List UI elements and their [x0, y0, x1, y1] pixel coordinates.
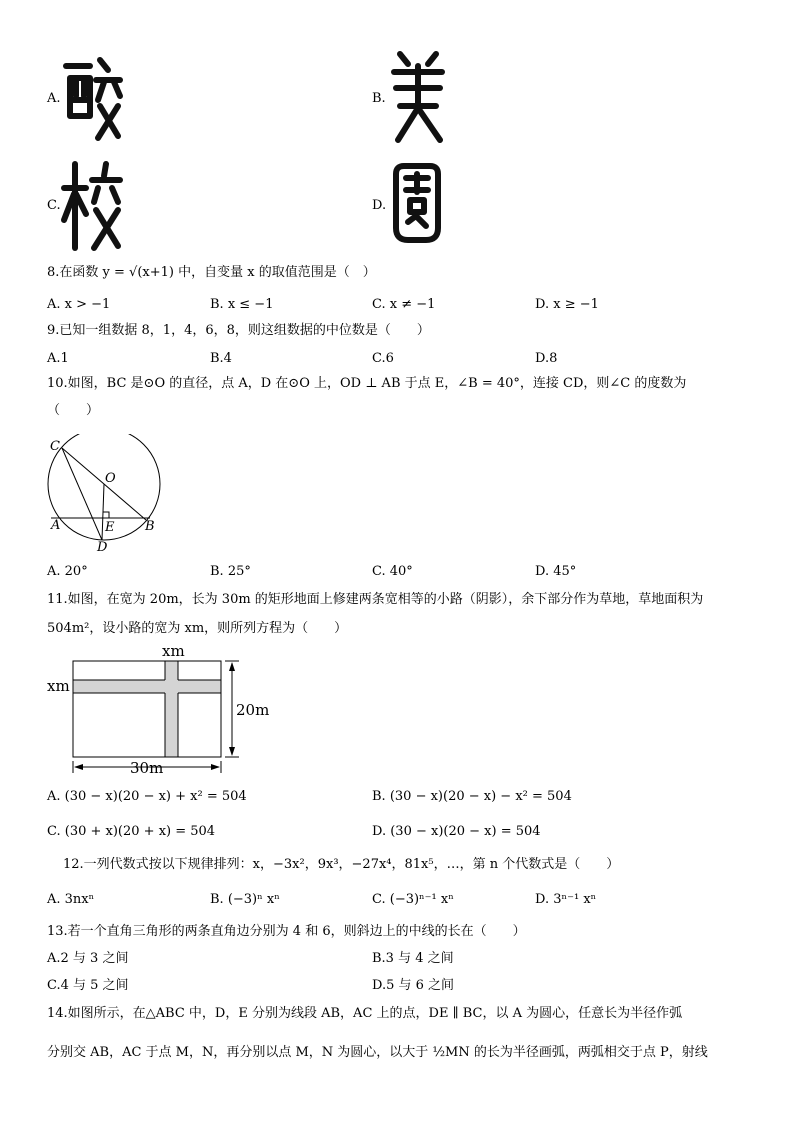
q10-stem-cont: （ ）	[47, 403, 100, 418]
q7-option-b-label: B.	[372, 91, 386, 106]
q8-option-d[interactable]: D. x ≥ −1	[535, 297, 599, 312]
q12-option-a[interactable]: A. 3nxⁿ	[47, 892, 95, 907]
label-d: D	[97, 540, 108, 554]
q14-line-1: 14.如图所示，在△ABC 中，D，E 分别为线段 AB，AC 上的点，DE ∥ BC，以 A 为圆心，任意长为半径作弧	[47, 1006, 683, 1021]
q10-option-a[interactable]: A. 20°	[47, 564, 88, 579]
q9-option-c[interactable]: C.6	[372, 351, 394, 366]
seal-glyph-b	[386, 48, 450, 146]
q9-option-a[interactable]: A.1	[47, 351, 69, 366]
q10-option-d[interactable]: D. 45°	[535, 564, 577, 579]
path-vertical	[165, 661, 178, 757]
label-30m: 30m	[130, 759, 164, 777]
q13-option-a[interactable]: A.2 与 3 之间	[47, 951, 129, 966]
q11-stem: 11.如图，在宽为 20m，长为 30m 的矩形地面上修建两条宽相等的小路（阴影），余下部分作为草地，草地面积为	[47, 592, 704, 607]
seal-glyph-d	[386, 160, 446, 246]
line-cd	[62, 448, 102, 540]
q11-rectangle-figure	[44, 640, 270, 780]
q8-option-a[interactable]: A. x > −1	[47, 297, 111, 312]
right-angle-mark	[103, 512, 109, 518]
label-o: O	[105, 471, 116, 486]
label-20m: 20m	[236, 701, 270, 719]
q8-option-b[interactable]: B. x ≤ −1	[210, 297, 274, 312]
label-left-xm: xm	[47, 677, 70, 695]
path-horizontal	[73, 680, 221, 693]
q8-stem: 8.在函数 y = √(x+1) 中，自变量 x 的取值范围是（ ）	[47, 265, 376, 280]
q11-option-a[interactable]: A. (30 − x)(20 − x) + x² = 504	[47, 789, 247, 804]
label-top-xm: xm	[162, 642, 185, 660]
seal-glyph-a	[60, 52, 124, 144]
q11-option-d[interactable]: D. (30 − x)(20 − x) = 504	[372, 824, 541, 839]
label-c: C	[50, 439, 60, 454]
q13-option-b[interactable]: B.3 与 4 之间	[372, 951, 454, 966]
q7-option-d-label: D.	[372, 198, 387, 213]
q10-circle-figure	[44, 434, 168, 554]
q10-option-b[interactable]: B. 25°	[210, 564, 251, 579]
q9-option-b[interactable]: B.4	[210, 351, 232, 366]
q14-line-2: 分别交 AB，AC 于点 M，N，再分别以点 M，N 为圆心，以大于 ½MN 的长为半径画弧，两弧相交于点 P，射线	[47, 1045, 708, 1060]
q13-option-d[interactable]: D.5 与 6 之间	[372, 978, 455, 993]
label-b: B	[145, 519, 155, 534]
q11-option-c[interactable]: C. (30 + x)(20 + x) = 504	[47, 824, 216, 839]
q8-option-c[interactable]: C. x ≠ −1	[372, 297, 436, 312]
q12-option-d[interactable]: D. 3ⁿ⁻¹ xⁿ	[535, 892, 597, 907]
q12-option-c[interactable]: C. (−3)ⁿ⁻¹ xⁿ	[372, 892, 454, 907]
q10-stem: 10.如图，BC 是⊙O 的直径，点 A，D 在⊙O 上，OD ⊥ AB 于点 E，∠B = 40°，连接 CD，则∠C 的度数为	[47, 376, 687, 391]
q12-option-b[interactable]: B. (−3)ⁿ xⁿ	[210, 892, 280, 907]
q13-stem: 13.若一个直角三角形的两条直角边分别为 4 和 6，则斜边上的中线的长在（ ）	[47, 924, 526, 939]
q9-stem: 9.已知一组数据 8，1，4，6，8，则这组数据的中位数是（ ）	[47, 323, 430, 338]
q11-stem-cont: 504m²，设小路的宽为 xm，则所列方程为（ ）	[47, 621, 348, 636]
label-a: A	[51, 518, 61, 533]
q10-option-c[interactable]: C. 40°	[372, 564, 413, 579]
field-rectangle	[73, 661, 221, 757]
q13-option-c[interactable]: C.4 与 5 之间	[47, 978, 129, 993]
q9-option-d[interactable]: D.8	[535, 351, 558, 366]
q12-stem: 12.一列代数式按以下规律排列：x，−3x²，9x³，−27x⁴，81x⁵，…，第 n 个代数式是（ ）	[63, 857, 620, 872]
q11-option-b[interactable]: B. (30 − x)(20 − x) − x² = 504	[372, 789, 572, 804]
seal-glyph-c	[60, 158, 124, 252]
q7-option-a-label: A.	[47, 91, 61, 106]
q7-option-c-label: C.	[47, 198, 61, 213]
label-e: E	[105, 520, 115, 535]
